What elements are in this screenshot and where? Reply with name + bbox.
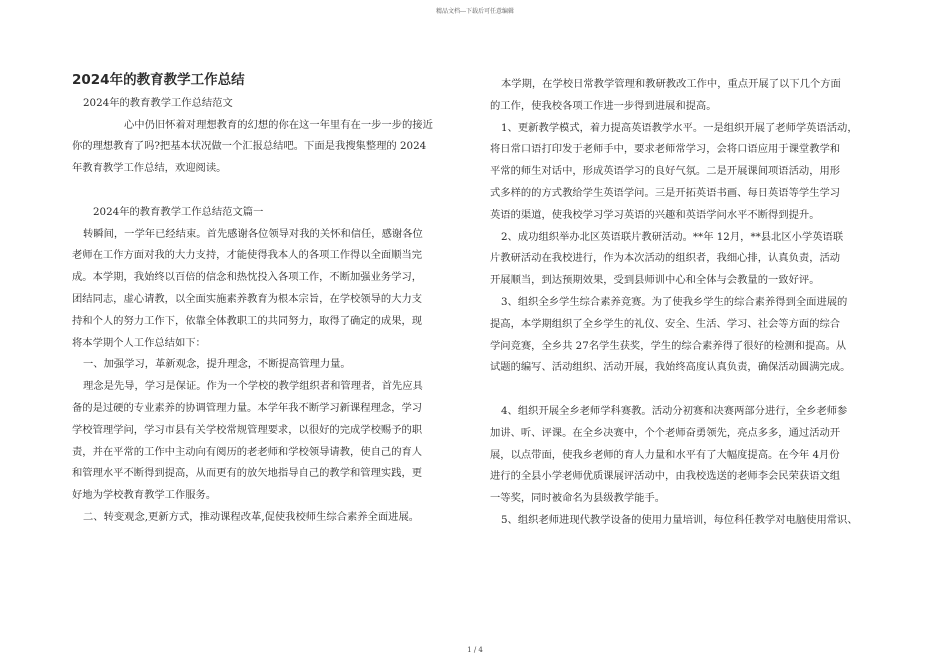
list-item-line: 试题的编写、活动组织、活动开展，我始终高度认真负责，确保活动圆满完成。 [490,361,851,374]
right-column [490,0,880,532]
paragraph-line: 责，并在平常的工作中主动向有阅历的老老师和学校领导请教，使自己的育人 [72,445,423,458]
document-subtitle: 2024年的教育教学工作总结范文 [83,96,233,109]
paragraph-line: 本学期，在学校日常教学管理和教研教改工作中，重点开展了以下几个方面 [501,78,841,90]
left-column [72,0,446,529]
list-item-line: 开展顺当，到达预期效果，受到县师训中心和全体与会教量的一致好评。 [490,274,820,287]
list-item-line: 平常的师生对话中，形成英语学习的良好气氛。二是开展课间项语活动，用形 [490,165,841,178]
paragraph-line: 成。本学期，我始终以百倍的信念和热忱投入各项工作，不断加强业务学习， [72,271,423,284]
list-item-line: 展，以点带面，使我乡老师的育人力量和水平有了大幅度提高。在今年 4月份 [490,448,840,461]
paragraph-line: 的工作，使我校各项工作进一步得到进展和提高。 [490,99,717,112]
list-item-line: 3、组织全乡学生综合素养竞赛。为了使我乡学生的综合素养得到全面进展的 [501,295,848,308]
list-item-line: 式多样的的方式教给学生英语学问。三是开拓英语书画、每日英语等学生学习 [490,186,841,199]
paragraph-line: 学校管理学问，学习市县有关学校常规管理要求，以很好的完成学校赐予的职 [72,423,423,436]
page-number: 1 / 4 [467,646,483,654]
paragraph-line: 备的是过硬的专业素养的协调管理力量。本学年我不断学习新课程理念，学习 [72,401,423,414]
paragraph-line: 转瞬间，一学年已经结束。首先感谢各位领导对我的关怀和信任，感谢各位 [83,227,423,240]
article-title: 2024年的教育教学工作总结范文篇一 [93,205,264,218]
list-item-line: 一等奖，同时被命名为县级教学能手。 [490,492,666,505]
list-item-line: 5、组织老师进现代教学设备的使用力量培训，每位科任教学对电脑使用常识、 [501,513,858,526]
intro-line: 年教育教学工作总结，欢迎阅读。 [72,162,227,175]
list-item-line: 4、组织开展全乡老师学科赛教。活动分初赛和决赛两部分进行，全乡老师参 [501,404,848,417]
spacer [72,180,446,202]
list-item-line: 片教研活动在我校进行，作为本次活动的组织者，我细心排，认真负责，活动 [490,252,841,265]
intro-line: 你的理想教育了吗?把基本状况做一个汇报总结吧。下面是我搜集整理的 2024 [72,140,427,153]
page-header: 精品文档---下载后可任意编辑 [435,8,515,15]
paragraph-line: 团结同志，虚心请教，以全面实施素养教育为根本宗旨，在学校领导的大力支 [72,292,423,305]
section-heading: 一、加强学习，革新观念，提升理念，不断提高管理力量。 [83,358,351,371]
list-item-line: 进行的全县小学老师优质课展评活动中，由我校选送的老师李会民荣获语文组 [490,470,841,483]
paragraph-line: 老师在工作方面对我的大力支持，才能使得我本人的各项工作得以全面顺当完 [72,249,423,262]
paragraph-line: 将本学期个人工作总结如下： [72,336,206,349]
paragraph-line: 持和个人的努力工作下，依靠全体教职工的共同努力，取得了确定的成果，现 [72,314,423,327]
list-item-line: 英语的渠道，使我校学习学习英语的兴趣和英语学问水平不断得到提升。 [490,208,820,221]
paragraph-line: 好地为学校教育教学工作服务。 [72,489,217,502]
list-item-line: 将日常口语打印发于老师手中，要求老师常学习，会将口语应用于课堂教学和 [490,143,841,156]
list-item-line: 2、成功组织举办北区英语联片教研活动。**年 12月，**县北区小学英语联 [501,230,844,243]
paragraph-line: 理念是先导，学习是保证。作为一个学校的教学组织者和管理者，首先应具 [83,380,423,393]
list-item-line: 1、更新教学模式，着力提高英语教学水平。一是组织开展了老师学英语活动， [501,121,858,134]
list-item-line: 学问竞赛，全乡共 27名学生获奖，学生的综合素养得了很好的检测和提高。从 [490,339,847,352]
spacer [490,379,880,401]
document-title: 2024年的教育教学工作总结 [72,72,245,88]
section-heading: 二、转变观念,更新方式，推动课程改革,促使我校师生综合素养全面进展。 [83,510,420,523]
list-item-line: 加讲、听、评课。在全乡决赛中，个个老师奋勇领先，亮点多多，通过活动开 [490,426,841,439]
paragraph-line: 和管理水平不断得到提高，从而更有的放矢地指导自己的教学和管理实践，更 [72,467,423,480]
list-item-line: 提高，本学期组织了全乡学生的礼仪、安全、生活、学习、社会等方面的综合 [490,317,841,330]
intro-line: 心中仍旧怀着对理想教育的幻想的你在这一年里有在一步一步的接近 [124,118,433,131]
